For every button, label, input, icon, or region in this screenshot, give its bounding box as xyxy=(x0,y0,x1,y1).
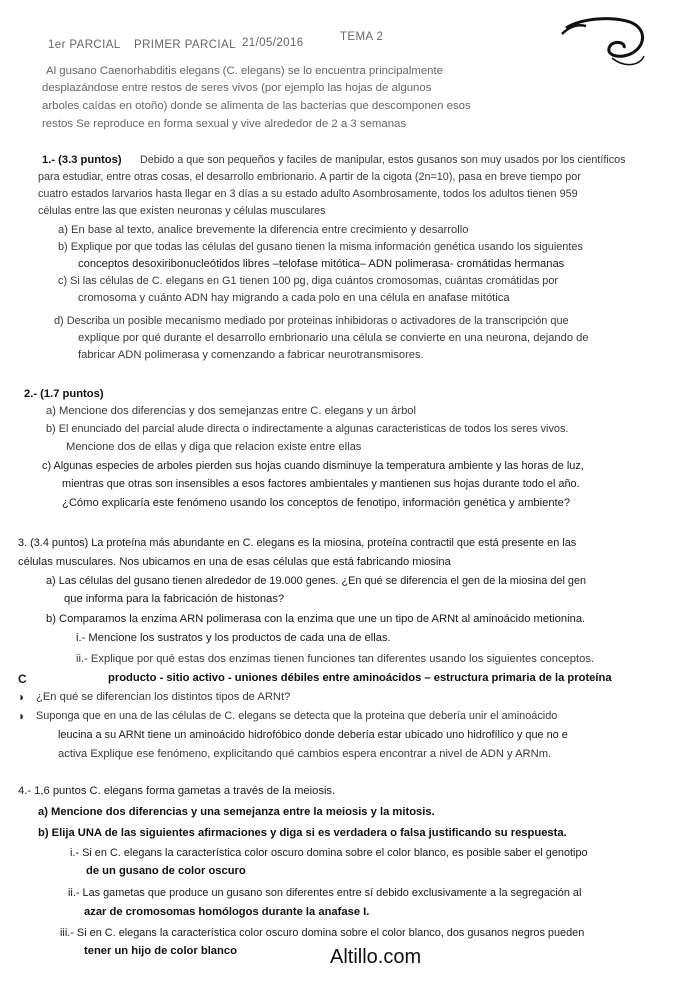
q3-item-a-line-1: a) Las células del gusano tienen alrededor de 19.000 genes. ¿En qué se diferencia el gen de la miosina del gen xyxy=(46,575,587,587)
header-primer-parcial: PRIMER PARCIAL xyxy=(134,39,236,51)
q3-mark-e: ◗ xyxy=(18,709,26,723)
intro-line-4: restos Se reproduce en forma sexual y vive alrededor de 2 a 3 semanas xyxy=(42,118,407,130)
q3-intro-line-2: células musculares. Nos ubicamos en una de esas células que está fabricando miosina xyxy=(18,556,451,568)
header-parcial: 1er PARCIAL xyxy=(48,39,121,51)
q2-item-b-line-1: b) El enunciado del parcial alude directa o indirectamente a algunas caracteristicas de todos los seres vivos. xyxy=(46,423,569,435)
q4-item-b-ii-line-1: ii.- Las gametas que produce un gusano son diferentes entre sí debido exclusivamente a la segregación al xyxy=(68,887,582,899)
q1-text-line-2: para estudiar, entre otras cosas, el desarrollo embrionario. A partir de la cigota (2n=10), pasa en breve tiempo por xyxy=(38,171,581,183)
q3-mark-c: C xyxy=(18,672,27,686)
q3-item-b-iii: producto - sitio activo - uniones débiles entre aminoácidos – estructura primaria de la proteína xyxy=(108,672,612,684)
q3-item-c: ¿En qué se diferencian los distintos tipos de ARNt? xyxy=(36,691,291,703)
header-tema: TEMA 2 xyxy=(340,31,384,43)
intro-line-1: Al gusano Caenorhabditis elegans (C. elegans) se lo encuentra principalmente xyxy=(46,65,444,77)
q4-item-b-i-line-1: i.- Si en C. elegans la característica color oscuro domina sobre el color blanco, es posible saber el genotipo xyxy=(70,847,588,859)
q1-item-d-line-2: explique por qué durante el desarrollo embrionario una célula se convierte en una neurona, dejando de xyxy=(78,332,589,344)
q3-item-d-line-3: activa Explique ese fenómeno, explicitando qué cambios espera encontrar a nivel de ADN y ARNm. xyxy=(58,748,552,760)
q1-item-a: a) En base al texto, analice brevemente la diferencia entre crecimiento y desarrollo xyxy=(58,224,469,236)
q3-mark-d: ◗ xyxy=(18,690,26,704)
q3-item-d-line-2: leucina a su ARNt tiene un aminoácido hidrofóbico donde debería estar ubicado uno hidrofílico y que no e xyxy=(58,729,568,741)
q4-item-b: b) Elija UNA de las siguientes afirmaciones y diga si es verdadera o falsa justificando su respuesta. xyxy=(38,827,567,839)
q2-item-a: a) Mencione dos diferencias y dos semejanzas entre C. elegans y un árbol xyxy=(46,405,417,417)
q1-item-c-line-1: c) Si las células de C. elegans en G1 tienen 100 pg, diga cuántos cromosomas, cuántas cromátidas por xyxy=(58,275,559,287)
q2-item-c-line-2: mientras que otras son insensibles a esos factores ambientales y mantienen sus hojas durante todo el año. xyxy=(62,478,580,490)
q2-item-b-line-2: Mencione dos de ellas y diga que relacion existe entre ellas xyxy=(66,441,362,453)
q4-item-a: a) Mencione dos diferencias y una semejanza entre la meiosis y la mitosis. xyxy=(38,806,435,818)
q1-item-d-line-3: fabricar ADN polimerasa y comenzando a fabricar neurotransmisores. xyxy=(78,349,424,361)
q4-heading: 4.- 1,6 puntos C. elegans forma gametas a través de la meiosis. xyxy=(18,785,336,797)
q2-item-c-line-1: c) Algunas especies de arboles pierden sus hojas cuando disminuye la temperatura ambiente y las horas de luz, xyxy=(42,460,584,472)
q1-text-line-3: cuatro estados larvarios hasta llegar en 3 días a su estado adulto Asombrosamente, todos los adultos tienen 959 xyxy=(38,188,578,200)
q3-item-d-line-1: Suponga que en una de las células de C. elegans se detecta que la proteina que debería unir el aminoácido xyxy=(36,710,558,722)
q1-item-b-line-2: conceptos desoxiribonucleótidos libres –telofase mitótica– ADN polimerasa- cromátidas hermanas xyxy=(78,258,565,270)
q2-heading: 2.- (1.7 puntos) xyxy=(24,388,104,400)
q3-item-a-line-2: que informa para la fabricación de histonas? xyxy=(64,593,285,605)
q4-item-b-ii-line-2: azar de cromosomas homólogos durante la anafase I. xyxy=(84,906,370,918)
q3-intro-line-1: 3. (3.4 puntos) La proteína más abundante en C. elegans es la miosina, proteína contractil que está presente en las xyxy=(18,537,577,549)
q1-item-d-line-1: d) Describa un posible mecanismo mediado por proteinas inhibidoras o activadores de la transcripción que xyxy=(54,315,569,327)
q1-text-line-4: células entre las que existen neuronas y células musculares xyxy=(38,205,326,217)
q1-item-c-line-2: cromosoma y cuánto ADN hay migrando a cada polo en una célula en anafase mitótica xyxy=(78,292,510,304)
header-date: 21/05/2016 xyxy=(242,37,304,49)
watermark-text: Altillo.com xyxy=(330,946,422,968)
q1-item-b-line-1: b) Explique por que todas las células del gusano tienen la misma información genética usando los siguientes xyxy=(58,241,583,253)
q4-item-b-iii-line-2: tener un hijo de color blanco xyxy=(84,945,237,957)
q2-item-c-line-3: ¿Cómo explicaría este fenómeno usando los conceptos de fenotipo, información genética y ambiente? xyxy=(62,497,571,509)
q1-heading: 1.- (3.3 puntos) xyxy=(42,154,122,166)
q4-item-b-i-line-2: de un gusano de color oscuro xyxy=(86,865,246,877)
q3-item-b: b) Comparamos la enzima ARN polimerasa con la enzima que une un tipo de ARNt al aminoácido metionina. xyxy=(46,613,586,625)
intro-line-2: desplazándose entre restos de seres vivos (por ejemplo las hojas de algunos xyxy=(42,82,432,94)
q1-text-line-1: Debido a que son pequeños y faciles de manipular, estos gusanos son muy usados por los científicos xyxy=(140,154,626,166)
worm-drawing xyxy=(560,14,650,76)
q3-item-b-i: i.- Mencione los sustratos y los productos de cada una de ellas. xyxy=(76,632,391,644)
q3-item-b-ii: ii.- Explique por qué estas dos enzimas tienen funciones tan diferentes usando los siguientes conceptos. xyxy=(76,653,595,665)
q4-item-b-iii-line-1: iii.- Si en C. elegans la característica color oscuro domina sobre el color blanco, dos gusanos negros pueden xyxy=(60,927,585,939)
intro-line-3: arboles caídas en otoño) donde se alimenta de las bacterias que descomponen esos xyxy=(42,100,471,112)
